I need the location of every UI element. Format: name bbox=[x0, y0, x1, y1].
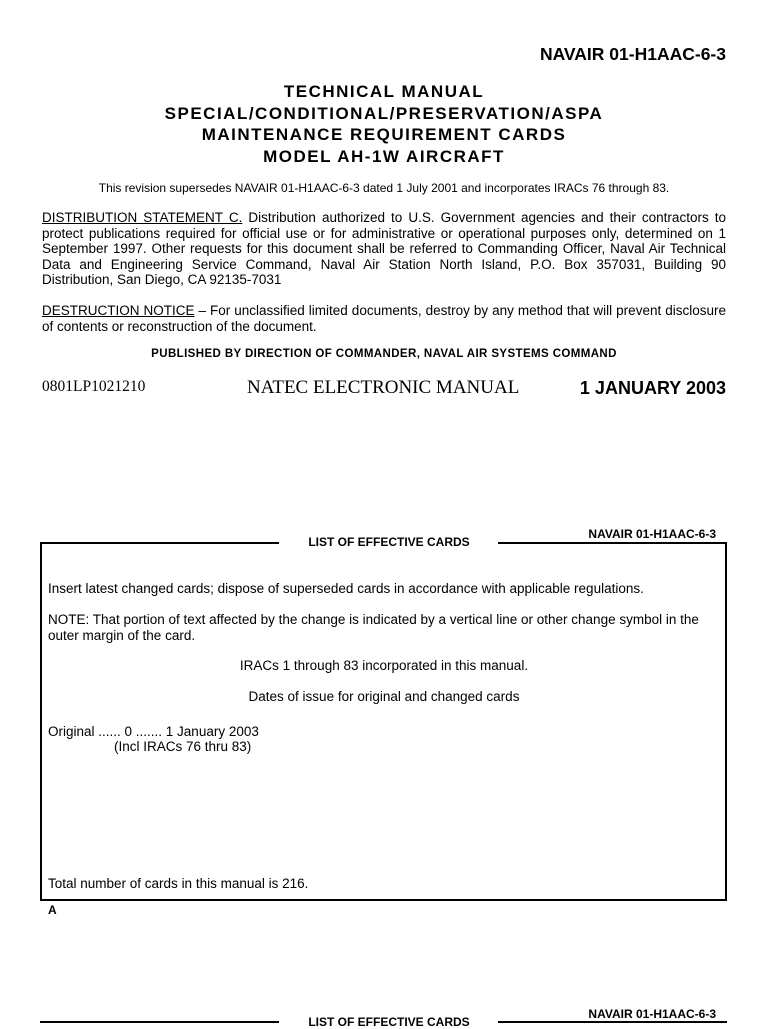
distribution-statement bbox=[42, 210, 726, 288]
card-bottom-border bbox=[40, 899, 727, 901]
distribution-text: Distribution authorized to U.S. Government agencies and their contractors to protect publications required for official use or for administrative or operational purposes only, determined on 1 September 1997. Other requests for this document shall be referred to Commanding Officer, Naval Air Technical Data and Engineering Service Command, Naval Air Station North Island, P.O. Box 357031, Building 90 Distribution, San Diego, CA 92135-7031 bbox=[42, 210, 726, 287]
title-line-2: SPECIAL/CONDITIONAL/PRESERVATION/ASPA bbox=[164, 103, 604, 123]
card-document-number: NAVAIR 01-H1AAC-6-3 bbox=[588, 527, 716, 541]
natec-label: NATEC ELECTRONIC MANUAL bbox=[247, 377, 520, 398]
distribution-label: DISTRIBUTION STATEMENT C. bbox=[42, 210, 243, 225]
card-top-border-right bbox=[498, 542, 727, 544]
page-letter: A bbox=[48, 903, 57, 917]
card-note: NOTE: That portion of text affected by the change is indicated by a vertical line or other change symbol in the outer margin of the card. bbox=[48, 612, 699, 643]
destruction-notice bbox=[42, 303, 726, 334]
card-instruction: Insert latest changed cards; dispose of superseded cards in accordance with applicable regulations. bbox=[48, 581, 644, 596]
card-right-border bbox=[725, 542, 727, 901]
card2-document-number: NAVAIR 01-H1AAC-6-3 bbox=[588, 1007, 716, 1021]
issue-date: 1 JANUARY 2003 bbox=[579, 378, 726, 398]
title-line-3: MAINTENANCE REQUIREMENT CARDS bbox=[201, 125, 567, 144]
card-top-border-left bbox=[40, 542, 279, 544]
card-total: Total number of cards in this manual is 216. bbox=[48, 876, 309, 891]
card2-top-border-left bbox=[40, 1021, 279, 1023]
card2-title: LIST OF EFFECTIVE CARDS bbox=[308, 1015, 470, 1029]
destruction-label: DESTRUCTION NOTICE bbox=[42, 303, 195, 318]
card-original-entry: Original ...... 0 ....... 1 January 2003 bbox=[48, 724, 259, 739]
card-title: LIST OF EFFECTIVE CARDS bbox=[308, 535, 470, 549]
serial-number: 0801LP1021210 bbox=[42, 378, 146, 395]
document-number: NAVAIR 01-H1AAC-6-3 bbox=[539, 44, 726, 64]
title-line-4: MODEL AH-1W AIRCRAFT bbox=[263, 146, 505, 166]
manual-title bbox=[0, 81, 768, 167]
supersedes-notice: This revision supersedes NAVAIR 01-H1AAC-6-3 dated 1 July 2001 and incorporates IRACs 76 through 83. bbox=[98, 181, 670, 195]
card2-top-border-right bbox=[498, 1021, 727, 1023]
card-left-border bbox=[40, 542, 42, 901]
published-by: PUBLISHED BY DIRECTION OF COMMANDER, NAVAL AIR SYSTEMS COMMAND bbox=[151, 348, 617, 360]
card-original-sub: (Incl IRACs 76 thru 83) bbox=[114, 739, 252, 754]
card-dates-heading: Dates of issue for original and changed cards bbox=[248, 689, 520, 704]
title-line-1: TECHNICAL MANUAL bbox=[283, 82, 485, 101]
card-iracs: IRACs 1 through 83 incorporated in this manual. bbox=[239, 658, 529, 673]
destruction-text: – For unclassified limited documents, destroy by any method that will prevent disclosure of contents or reconstruction of the document. bbox=[42, 303, 726, 334]
